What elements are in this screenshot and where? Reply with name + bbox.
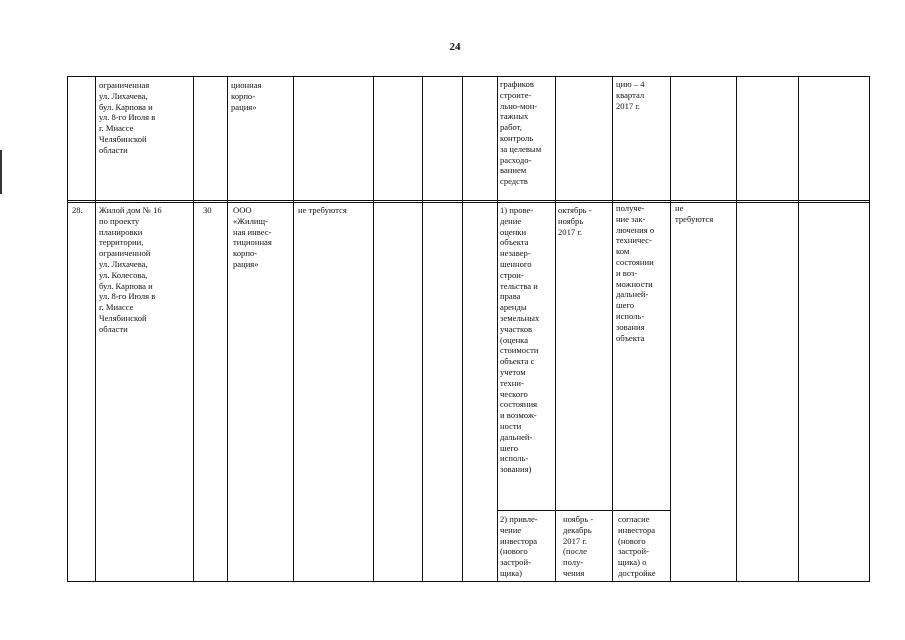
column-border: [869, 76, 870, 582]
result-1-cell: получе- ние зак- лючения о техничес- ком состоянии и воз- можности дальней- шего исполь- зования объекта: [616, 203, 655, 343]
developer-cell: ООО «Жилищ- ная инвес- тиционная корпо- рация»: [233, 205, 272, 269]
column-border: [422, 76, 423, 582]
column-border: [227, 76, 228, 582]
count-cell: 30: [203, 205, 212, 215]
result-2-cell: согласие инвестора (нового застрой- щика) о достройке: [618, 514, 656, 578]
requirement-cell: не требуются: [298, 205, 347, 215]
column-border: [497, 76, 498, 582]
scan-edge-mark: [0, 150, 2, 194]
column-border: [462, 76, 463, 582]
column-border: [67, 76, 68, 582]
column-border: [736, 76, 737, 582]
cont-object-cell: ограниченная ул. Лихачева, бул. Карпова и ул. 8-го Июля в г. Миассе Челябинской области: [99, 80, 156, 155]
table-bottom-border: [67, 581, 870, 582]
column-border: [612, 76, 613, 582]
page-number: 24: [449, 41, 461, 53]
column-border: [193, 76, 194, 582]
column-border: [373, 76, 374, 582]
cont-developer-cell: ционная корпо- рация»: [231, 80, 262, 112]
row-number-cell: 28.: [72, 205, 83, 215]
subrow-divider: [497, 510, 670, 511]
column-border: [95, 76, 96, 582]
funding-cell: не требуются: [675, 203, 714, 224]
column-border: [798, 76, 799, 582]
measure-1-cell: 1) прове- дение оценки объекта незавер- шенного строи- тельства и права аренды земельных участков (оценка стоимости объекта с учетом техни- ческого состояния и возмож- ности дальней- шего исполь- зования): [500, 205, 540, 475]
row-divider: [67, 200, 870, 201]
column-border: [555, 76, 556, 582]
term-1-cell: октябрь - ноябрь 2017 г.: [558, 205, 592, 237]
table-top-border: [67, 76, 870, 77]
column-border: [293, 76, 294, 582]
row-divider-double: [67, 202, 870, 203]
cont-result-cell: цию – 4 квартал 2017 г.: [616, 79, 645, 111]
column-border: [670, 76, 671, 582]
term-2-cell: ноябрь - декабрь 2017 г. (после полу- чения: [563, 514, 594, 578]
object-cell: Жилой дом № 16 по проекту планировки территории, ограниченной ул. Лихачева, ул. Колесова, бул. Карпова и ул. 8-го Июля в г. Миассе Челябинской области: [99, 205, 162, 334]
cont-activity-cell: графиков строите- льно-мон- тажных работ, контроль за целевым расходо- ванием средств: [500, 79, 542, 187]
measure-2-cell: 2) привле- чение инвестора (нового застрой- щика): [500, 514, 538, 578]
